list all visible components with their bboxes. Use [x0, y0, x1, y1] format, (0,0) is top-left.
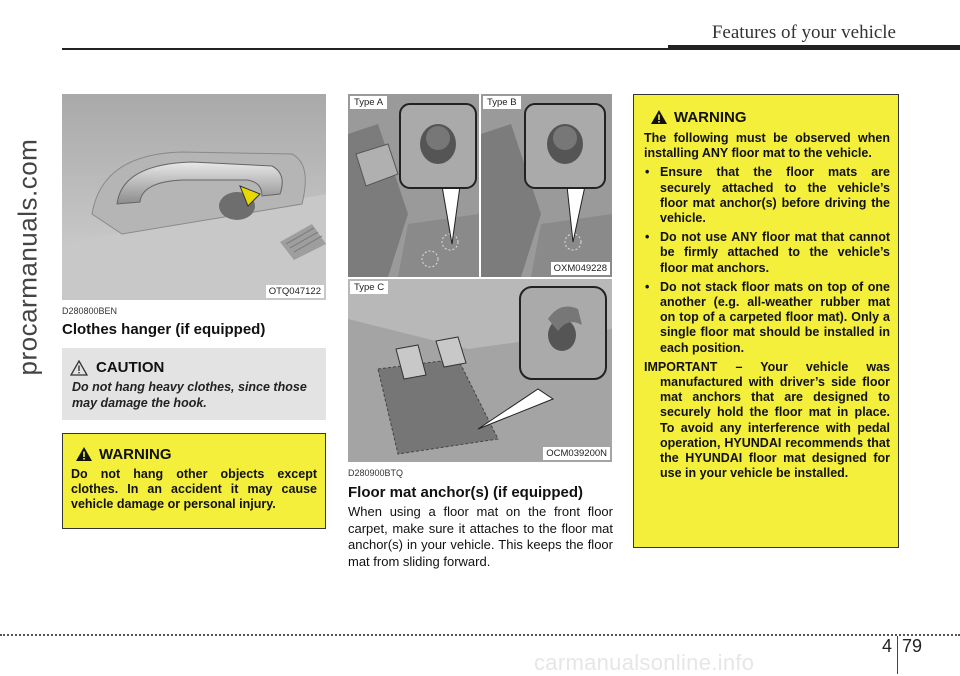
- page-header-title: Features of your vehicle: [711, 22, 896, 43]
- caution-icon: [70, 360, 88, 376]
- section-heading: Floor mat anchor(s) (if equipped): [348, 484, 583, 501]
- warning-text: Do not hang other objects except clothes. In an accident it may cause vehicle damage or personal injury.: [71, 467, 317, 512]
- warning-icon: [650, 109, 668, 125]
- section-heading: Clothes hanger (if equipped): [62, 321, 266, 338]
- warning-title: WARNING: [99, 446, 172, 463]
- anchor-type-c-illustration: [348, 279, 612, 462]
- warning-bullet: • Do not stack floor mats on top of one another (e.g. all-weather rubber mat on top of a carpeted floor mat). Only a single floor mat should be installed in each position.: [644, 280, 890, 356]
- floor-anchor-type-a-photo: [348, 94, 479, 277]
- bottom-watermark: carmanualsonline.info: [534, 650, 755, 675]
- photo-code-label: OTQ047122: [266, 285, 324, 298]
- photo-code-label: OCM039200N: [543, 447, 610, 460]
- floor-anchor-type-b-photo: [481, 94, 612, 277]
- warning-bullet-list: [644, 165, 890, 355]
- chapter-number: 4: [882, 636, 893, 656]
- clothes-hanger-photo: [62, 94, 326, 300]
- photo-code-label: OXM049228: [551, 262, 610, 275]
- clothes-hanger-illustration: [62, 94, 326, 300]
- warning-icon: [75, 446, 93, 462]
- section-code: D280800BEN: [62, 306, 118, 316]
- anchor-type-a-illustration: [348, 94, 479, 277]
- type-a-label: Type A: [350, 96, 387, 109]
- warning-box-floor-mat: [633, 94, 899, 548]
- caution-title: CAUTION: [96, 359, 165, 376]
- footer-rule: [0, 634, 960, 636]
- section-code: D280900BTQ: [348, 468, 404, 478]
- side-watermark: procarmanuals.com: [12, 138, 43, 376]
- warning-title: WARNING: [674, 109, 747, 126]
- type-c-label: Type C: [350, 281, 388, 294]
- caution-box: [62, 348, 326, 420]
- caution-text: Do not hang heavy clothes, since those may damage the hook.: [72, 380, 307, 410]
- floor-anchor-type-c-photo: [348, 279, 612, 462]
- page-number-divider: [897, 636, 898, 674]
- type-b-label: Type B: [483, 96, 521, 109]
- page-number: 79: [902, 636, 923, 656]
- warning-intro: The following must be observed when installing ANY floor mat to the vehicle.: [644, 131, 890, 161]
- warning-important-note: IMPORTANT – Your vehicle was manufactured with driver’s side floor mat anchors that are designed to securely hold the floor mat in place. To avoid any interference with pedal operation, HYUNDAI recommends that the HYUNDAI floor mat designed for use in your vehicle be installed.: [644, 359, 890, 481]
- warning-bullet: • Do not use ANY floor mat that cannot be firmly attached to the vehicle’s floor mat anchors.: [644, 230, 890, 276]
- section-body-text: When using a floor mat on the front floor carpet, make sure it attaches to the floor mat anchor(s) in your vehicle. This keeps the floor mat from sliding forward.: [348, 504, 613, 569]
- header-rule-accent: [668, 45, 960, 50]
- anchor-type-b-illustration: [481, 94, 612, 277]
- warning-box-hanger: [62, 433, 326, 529]
- warning-bullet: • Ensure that the floor mats are securely attached to the vehicle’s floor mat anchor(s) before driving the vehicle.: [644, 165, 890, 226]
